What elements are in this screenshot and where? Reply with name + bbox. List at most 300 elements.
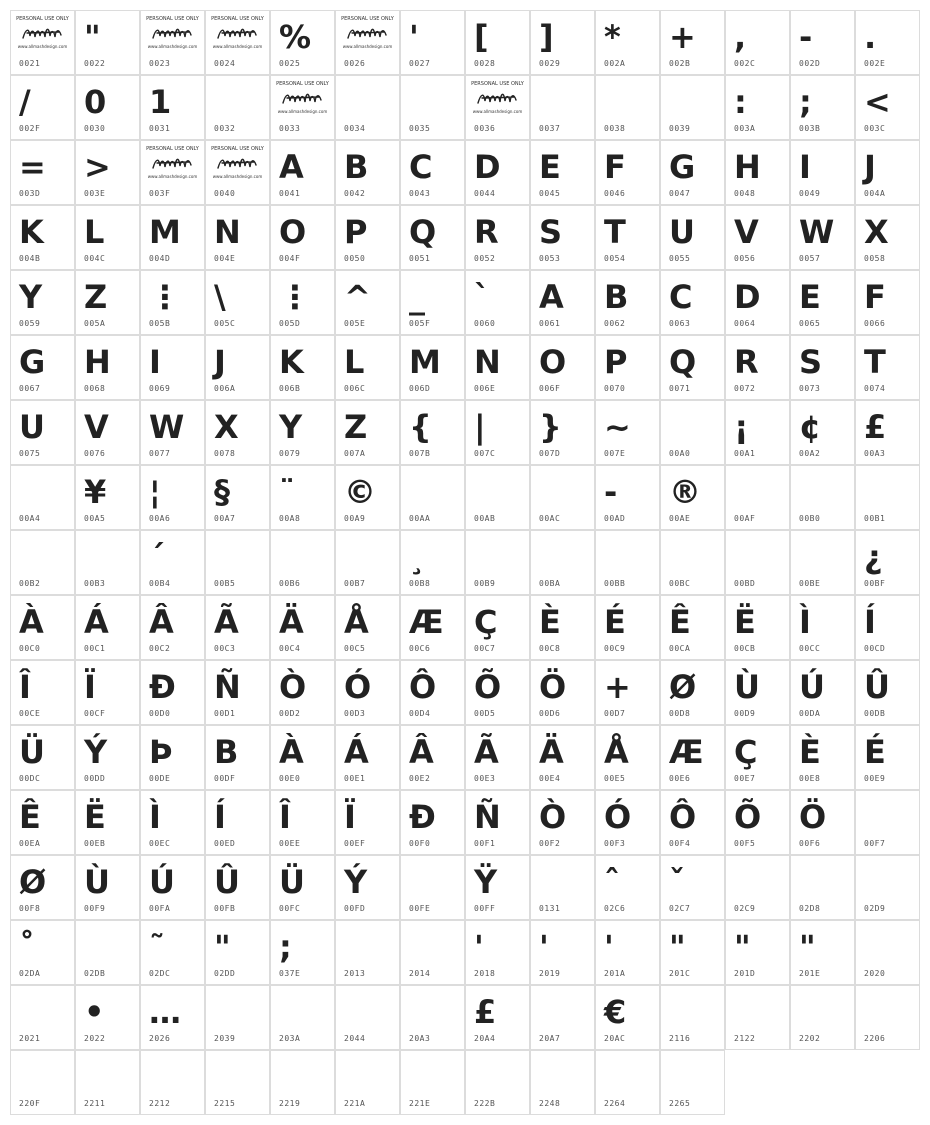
glyph-cell	[10, 920, 75, 985]
glyph-sample: É	[864, 733, 886, 771]
unicode-code-label: 00EA	[19, 839, 41, 848]
glyph-sample: "	[84, 18, 101, 56]
unicode-code-label: 02DA	[19, 969, 41, 978]
glyph-cell	[205, 725, 270, 790]
glyph-cell	[205, 855, 270, 920]
glyph-sample: Ö	[799, 798, 827, 836]
glyph-cell	[335, 920, 400, 985]
glyph-cell	[790, 725, 855, 790]
glyph-sample: ;	[799, 83, 812, 121]
glyph-sample: J	[864, 148, 876, 186]
glyph-cell	[465, 920, 530, 985]
glyph-cell	[790, 595, 855, 660]
glyph-cell	[855, 10, 920, 75]
glyph-cell	[660, 75, 725, 140]
glyph-sample: R	[474, 213, 499, 251]
glyph-cell	[660, 985, 725, 1050]
unicode-code-label: 222B	[474, 1099, 496, 1108]
glyph-sample: M	[149, 213, 181, 251]
glyph-cell	[725, 530, 790, 595]
glyph-sample: S	[799, 343, 823, 381]
glyph-cell	[595, 270, 660, 335]
unicode-code-label: 00A2	[799, 449, 821, 458]
unicode-code-label: 2018	[474, 969, 496, 978]
glyph-sample: P	[604, 343, 628, 381]
glyph-cell	[140, 855, 205, 920]
glyph-sample: U	[669, 213, 695, 251]
license-bottom-text: www.allmashdesign.com	[147, 44, 198, 49]
glyph-cell	[75, 725, 140, 790]
glyph-sample	[669, 992, 721, 1032]
glyph-sample: Ë	[84, 798, 106, 836]
glyph-cell	[530, 725, 595, 790]
unicode-code-label: 2020	[864, 969, 886, 978]
unicode-code-label: 004C	[84, 254, 106, 263]
unicode-code-label: 007E	[604, 449, 626, 458]
license-top-text: PERSONAL USE ONLY	[341, 16, 394, 22]
glyph-cell	[660, 400, 725, 465]
glyph-sample: Õ	[474, 668, 502, 706]
unicode-code-label: 037E	[279, 969, 301, 978]
glyph-sample	[344, 82, 396, 122]
glyph-sample: ¥	[84, 473, 107, 511]
glyph-sample: G	[669, 148, 696, 186]
unicode-code-label: 0067	[19, 384, 41, 393]
glyph-sample: -	[799, 18, 813, 56]
glyph-cell	[75, 140, 140, 205]
glyph-cell	[75, 920, 140, 985]
glyph-sample: Ç	[734, 733, 758, 771]
unicode-code-label: 00B5	[214, 579, 236, 588]
glyph-cell	[205, 660, 270, 725]
glyph-sample: B	[214, 733, 239, 771]
glyph-cell	[270, 400, 335, 465]
license-stamp	[210, 144, 265, 188]
glyph-cell	[205, 1050, 270, 1115]
unicode-code-label: 00C9	[604, 644, 626, 653]
glyph-cell	[10, 790, 75, 855]
glyph-cell	[400, 205, 465, 270]
unicode-code-label: 003F	[149, 189, 171, 198]
unicode-code-label: 0027	[409, 59, 431, 68]
glyph-cell	[140, 920, 205, 985]
glyph-cell	[725, 855, 790, 920]
glyph-cell	[725, 75, 790, 140]
unicode-code-label: 0072	[734, 384, 756, 393]
unicode-code-label: 00EB	[84, 839, 106, 848]
glyph-sample: Í	[864, 603, 876, 641]
unicode-code-label: 0043	[409, 189, 431, 198]
unicode-code-label: 2021	[19, 1034, 41, 1043]
glyph-cell	[140, 10, 205, 75]
unicode-code-label: 2211	[84, 1099, 106, 1108]
unicode-code-label: 0064	[734, 319, 756, 328]
glyph-cell	[75, 10, 140, 75]
unicode-code-label: 00F6	[799, 839, 821, 848]
glyph-cell	[140, 985, 205, 1050]
glyph-sample: Ä	[279, 603, 304, 641]
glyph-sample: %	[279, 18, 312, 56]
unicode-code-label: 00AE	[669, 514, 691, 523]
glyph-cell	[75, 400, 140, 465]
glyph-sample: Ñ	[214, 668, 241, 706]
unicode-code-label: 02DC	[149, 969, 171, 978]
unicode-code-label: 00CD	[864, 644, 886, 653]
unicode-code-label: 0058	[864, 254, 886, 263]
glyph-sample	[669, 537, 721, 577]
signature-logo	[151, 24, 195, 42]
glyph-sample: ¿	[864, 538, 883, 576]
glyph-sample: T	[604, 213, 626, 251]
glyph-cell	[790, 855, 855, 920]
unicode-code-label: 0041	[279, 189, 301, 198]
glyph-cell	[75, 595, 140, 660]
glyph-cell	[10, 400, 75, 465]
unicode-code-label: 2219	[279, 1099, 301, 1108]
glyph-sample: >	[84, 148, 111, 186]
glyph-cell	[75, 75, 140, 140]
glyph-sample: Ý	[344, 863, 368, 901]
glyph-cell	[660, 855, 725, 920]
glyph-cell	[205, 985, 270, 1050]
license-top-text: PERSONAL USE ONLY	[471, 81, 524, 87]
glyph-cell	[270, 985, 335, 1050]
glyph-cell	[725, 465, 790, 530]
unicode-code-label: 00AC	[539, 514, 561, 523]
glyph-cell	[270, 920, 335, 985]
glyph-cell	[10, 1050, 75, 1115]
glyph-cell	[10, 140, 75, 205]
unicode-code-label: 00F7	[864, 839, 886, 848]
unicode-code-label: 00A7	[214, 514, 236, 523]
unicode-code-label: 00BC	[669, 579, 691, 588]
unicode-code-label: 221E	[409, 1099, 431, 1108]
unicode-code-label: 0025	[279, 59, 301, 68]
glyph-cell	[400, 335, 465, 400]
glyph-cell	[530, 920, 595, 985]
glyph-sample: _	[409, 278, 425, 316]
unicode-code-label: 00CB	[734, 644, 756, 653]
unicode-code-label: 0070	[604, 384, 626, 393]
glyph-sample: …	[149, 993, 181, 1031]
glyph-cell	[465, 595, 530, 660]
glyph-cell	[400, 920, 465, 985]
unicode-code-label: 006F	[539, 384, 561, 393]
glyph-cell	[855, 205, 920, 270]
unicode-code-label: 00D4	[409, 709, 431, 718]
glyph-cell	[595, 10, 660, 75]
glyph-cell	[465, 1050, 530, 1115]
unicode-code-label: 0029	[539, 59, 561, 68]
glyph-sample: `	[474, 278, 490, 316]
unicode-code-label: 00D0	[149, 709, 171, 718]
glyph-cell	[75, 270, 140, 335]
glyph-cell	[725, 790, 790, 855]
glyph-sample	[474, 537, 526, 577]
unicode-code-label: 00C0	[19, 644, 41, 653]
glyph-cell	[530, 595, 595, 660]
glyph-cell	[270, 335, 335, 400]
unicode-code-label: 0040	[214, 189, 236, 198]
unicode-code-label: 00F5	[734, 839, 756, 848]
glyph-sample	[214, 537, 266, 577]
glyph-sample: .	[864, 18, 877, 56]
unicode-code-label: 002C	[734, 59, 756, 68]
glyph-cell	[595, 400, 660, 465]
unicode-code-label: 2026	[149, 1034, 171, 1043]
unicode-code-label: 00B1	[864, 514, 886, 523]
glyph-sample: È	[799, 733, 821, 771]
glyph-sample: "	[669, 928, 686, 966]
unicode-code-label: 0066	[864, 319, 886, 328]
glyph-cell	[335, 1050, 400, 1115]
license-stamp	[145, 14, 200, 58]
glyph-sample: |	[474, 408, 486, 446]
unicode-code-label: 20A4	[474, 1034, 496, 1043]
signature-logo	[281, 89, 325, 107]
unicode-code-label: 003D	[19, 189, 41, 198]
unicode-code-label: 02DB	[84, 969, 106, 978]
glyph-cell	[270, 790, 335, 855]
unicode-code-label: 00FE	[409, 904, 431, 913]
glyph-sample: D	[734, 278, 761, 316]
glyph-cell	[400, 75, 465, 140]
glyph-sample: À	[279, 733, 304, 771]
license-bottom-text: www.allmashdesign.com	[212, 44, 263, 49]
unicode-code-label: 00A3	[864, 449, 886, 458]
glyph-cell	[465, 790, 530, 855]
glyph-cell	[855, 335, 920, 400]
glyph-sample	[344, 927, 396, 967]
glyph-cell	[855, 660, 920, 725]
glyph-cell	[790, 205, 855, 270]
license-stamp	[210, 14, 265, 58]
unicode-code-label: 00BA	[539, 579, 561, 588]
unicode-code-label: 00E7	[734, 774, 756, 783]
unicode-code-label: 00BF	[864, 579, 886, 588]
unicode-code-label: 00BB	[604, 579, 626, 588]
unicode-code-label: 00CC	[799, 644, 821, 653]
glyph-cell	[595, 920, 660, 985]
unicode-code-label: 0065	[799, 319, 821, 328]
glyph-cell	[790, 335, 855, 400]
glyph-cell	[270, 270, 335, 335]
glyph-cell	[465, 140, 530, 205]
glyph-cell	[335, 790, 400, 855]
glyph-cell	[140, 400, 205, 465]
glyph-sample: Z	[344, 408, 368, 446]
glyph-sample: P	[344, 213, 368, 251]
unicode-code-label: 0062	[604, 319, 626, 328]
unicode-code-label: 00E5	[604, 774, 626, 783]
glyph-sample	[214, 1057, 266, 1097]
glyph-cell	[465, 10, 530, 75]
glyph-sample: M	[409, 343, 441, 381]
unicode-code-label: 00EC	[149, 839, 171, 848]
glyph-sample	[734, 472, 786, 512]
unicode-code-label: 00C1	[84, 644, 106, 653]
glyph-sample: <	[864, 83, 891, 121]
glyph-cell	[400, 725, 465, 790]
glyph-cell	[10, 725, 75, 790]
unicode-code-label: 0074	[864, 384, 886, 393]
glyph-cell	[10, 465, 75, 530]
unicode-code-label: 0030	[84, 124, 106, 133]
unicode-code-label: 0036	[474, 124, 496, 133]
glyph-sample: Ã	[214, 603, 239, 641]
glyph-cell	[530, 1050, 595, 1115]
glyph-sample: K	[19, 213, 44, 251]
unicode-code-label: 0054	[604, 254, 626, 263]
glyph-cell	[270, 465, 335, 530]
unicode-code-label: 0050	[344, 254, 366, 263]
glyph-sample: 1	[149, 83, 172, 121]
unicode-code-label: 004B	[19, 254, 41, 263]
glyph-sample: +	[669, 18, 696, 56]
glyph-cell	[270, 75, 335, 140]
glyph-cell	[790, 270, 855, 335]
glyph-cell	[530, 205, 595, 270]
unicode-code-label: 005A	[84, 319, 106, 328]
glyph-cell	[530, 335, 595, 400]
glyph-sample	[344, 1057, 396, 1097]
glyph-cell	[400, 660, 465, 725]
glyph-sample: '	[409, 18, 419, 56]
unicode-code-label: 00CE	[19, 709, 41, 718]
glyph-cell	[530, 400, 595, 465]
glyph-sample: Ä	[539, 733, 564, 771]
glyph-sample: }	[539, 408, 562, 446]
unicode-code-label: 00A0	[669, 449, 691, 458]
unicode-code-label: 007B	[409, 449, 431, 458]
unicode-code-label: 0063	[669, 319, 691, 328]
glyph-sample: Ã	[474, 733, 499, 771]
glyph-sample	[409, 82, 461, 122]
glyph-sample	[734, 862, 786, 902]
license-stamp	[15, 14, 70, 58]
glyph-cell	[335, 465, 400, 530]
glyph-sample: È	[539, 603, 561, 641]
glyph-sample: A	[279, 148, 304, 186]
glyph-cell	[400, 595, 465, 660]
glyph-sample	[864, 992, 916, 1032]
glyph-cell	[465, 465, 530, 530]
glyph-cell	[855, 270, 920, 335]
glyph-sample: ˜	[149, 928, 165, 966]
glyph-sample: Ù	[84, 863, 110, 901]
glyph-cell	[530, 75, 595, 140]
unicode-code-label: 002A	[604, 59, 626, 68]
glyph-sample: T	[864, 343, 886, 381]
glyph-grid	[10, 10, 920, 1115]
glyph-sample: Ö	[539, 668, 567, 706]
glyph-sample: É	[604, 603, 626, 641]
glyph-cell	[790, 985, 855, 1050]
glyph-cell	[10, 10, 75, 75]
unicode-code-label: 00B3	[84, 579, 106, 588]
glyph-sample: Ø	[19, 863, 47, 901]
glyph-cell	[725, 140, 790, 205]
glyph-cell	[725, 10, 790, 75]
unicode-code-label: 00EE	[279, 839, 301, 848]
glyph-cell	[140, 335, 205, 400]
glyph-cell	[270, 725, 335, 790]
unicode-code-label: 00B6	[279, 579, 301, 588]
glyph-sample	[409, 862, 461, 902]
glyph-sample	[409, 927, 461, 967]
glyph-sample: Æ	[669, 733, 704, 771]
glyph-sample: O	[539, 343, 567, 381]
unicode-code-label: 220F	[19, 1099, 41, 1108]
glyph-sample	[279, 992, 331, 1032]
unicode-code-label: 005E	[344, 319, 366, 328]
glyph-cell	[595, 75, 660, 140]
unicode-code-label: 0047	[669, 189, 691, 198]
unicode-code-label: 006E	[474, 384, 496, 393]
unicode-code-label: 0035	[409, 124, 431, 133]
glyph-sample: K	[279, 343, 304, 381]
glyph-cell	[725, 335, 790, 400]
glyph-cell	[465, 530, 530, 595]
glyph-cell	[530, 530, 595, 595]
glyph-sample: Á	[84, 603, 109, 641]
glyph-sample: Í	[214, 798, 226, 836]
glyph-sample: Õ	[734, 798, 762, 836]
unicode-code-label: 00D8	[669, 709, 691, 718]
glyph-cell	[10, 855, 75, 920]
glyph-sample: Q	[669, 343, 697, 381]
glyph-sample: €	[604, 993, 627, 1031]
glyph-cell	[465, 270, 530, 335]
glyph-sample: Ì	[149, 798, 161, 836]
glyph-cell	[725, 725, 790, 790]
unicode-code-label: 0048	[734, 189, 756, 198]
glyph-cell	[595, 725, 660, 790]
glyph-cell	[660, 595, 725, 660]
glyph-cell	[855, 790, 920, 855]
glyph-cell	[335, 140, 400, 205]
unicode-code-label: 00A8	[279, 514, 301, 523]
glyph-cell	[660, 790, 725, 855]
glyph-sample: ;	[279, 928, 292, 966]
unicode-code-label: 0071	[669, 384, 691, 393]
glyph-sample: Đ	[149, 668, 176, 706]
glyph-sample: ©	[344, 473, 376, 511]
unicode-code-label: 0032	[214, 124, 236, 133]
glyph-sample	[279, 1057, 331, 1097]
unicode-code-label: 00C5	[344, 644, 366, 653]
glyph-cell	[660, 920, 725, 985]
glyph-sample: ¡	[734, 408, 749, 446]
unicode-code-label: 006D	[409, 384, 431, 393]
glyph-sample	[734, 537, 786, 577]
unicode-code-label: 00F8	[19, 904, 41, 913]
unicode-code-label: 221A	[344, 1099, 366, 1108]
unicode-code-label: 00A6	[149, 514, 171, 523]
glyph-sample: V	[84, 408, 109, 446]
glyph-sample	[19, 1057, 71, 1097]
unicode-code-label: 201C	[669, 969, 691, 978]
glyph-cell	[205, 140, 270, 205]
unicode-code-label: 0078	[214, 449, 236, 458]
glyph-cell	[335, 595, 400, 660]
glyph-cell	[400, 1050, 465, 1115]
glyph-sample	[409, 992, 461, 1032]
license-bottom-text: www.allmashdesign.com	[277, 109, 328, 114]
glyph-sample: ⋮	[149, 278, 181, 316]
glyph-cell	[725, 270, 790, 335]
unicode-code-label: 2215	[214, 1099, 236, 1108]
